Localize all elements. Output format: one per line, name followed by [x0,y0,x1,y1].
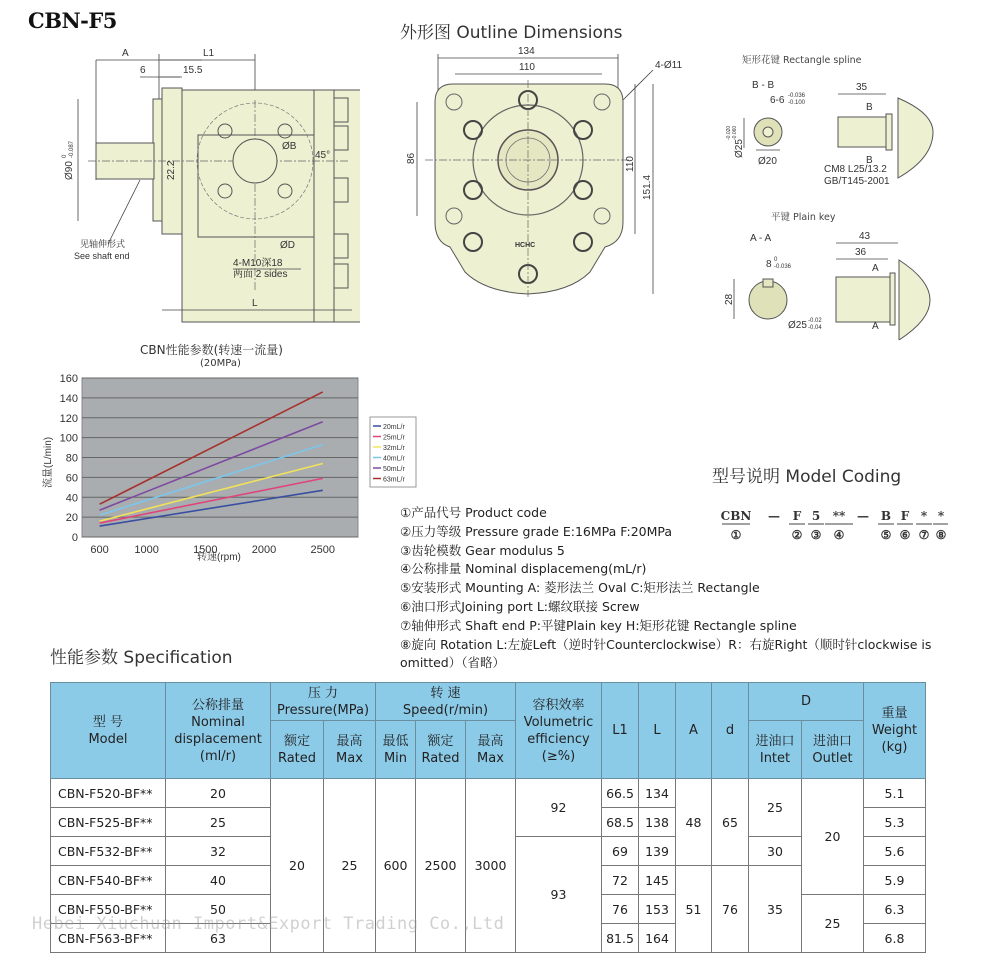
header-A: A [676,683,712,779]
plainkey-title: 平键 Plain key [771,212,836,223]
table-row [51,779,926,808]
chart-subtitle: (20MPa) [200,358,241,369]
header-speed-min [376,721,416,779]
cell-model: CBN-F563-BF** [51,924,166,953]
code-item: ⑧旋向 Rotation L:左旋Left（逆时针Counterclockwise）R：右旋Right（顺时针clockwise is omitted）（省略） [400,636,932,671]
code-number: ⑤ [880,528,892,542]
cell-L: 134 [639,779,676,808]
dim-110-h: 110 [625,156,636,172]
watermark: Hebei Xiuchuan Import&Export Trading Co.,Ltd [32,914,505,934]
spec-title: 性能参数 Specification [50,648,233,668]
cell-disp: 63 [166,924,271,953]
cell-outlet: 25 [802,895,864,953]
cell-L1: 68.5 [602,808,639,837]
chart-legend-label: 25mL/r [383,434,405,442]
plainkey-A-bottom: A [872,321,879,332]
spline-spec2: GB/T145-2001 [824,176,890,187]
dim-86: 86 [406,152,417,164]
chart-legend-label: 63mL/r [383,476,405,484]
header-speed-en: Speed(r/min) [402,702,489,718]
spline-title: 矩形花键 Rectangle spline [742,55,862,66]
chart-legend-label: 32mL/r [383,445,405,452]
cell-model: CBN-F532-BF** [51,837,166,866]
dim-OB: ØB [282,141,297,152]
dim-dia90-tol-lower: -0.087 [69,140,75,158]
code-symbol: 5 [811,509,821,523]
header-outlet-en: Outlet [812,750,853,766]
plainkey-h28: 28 [724,293,735,305]
code-symbol: * [937,509,945,523]
flow-chart [40,370,420,570]
cell-A: 48 [676,779,712,866]
header-inlet [749,721,802,779]
outline-dimensions-title: 外形图 Outline Dimensions [400,23,623,43]
cell-L1: 81.5 [602,924,639,953]
chart-ytick-label: 0 [71,532,78,544]
code-item: ⑦轴伸形式 Shaft end P:平键Plain key H:矩形花键 Rectangle spline [400,617,797,633]
header-weight [864,683,926,779]
spline-key: 6-6 [770,95,785,106]
header-weight-unit: (kg) [881,740,908,755]
header-max-cn: 最高 [336,733,363,749]
code-item: ③齿轮模数 Gear modulus 5 [400,542,565,558]
side-view-drawing [60,40,360,330]
code-item: ②压力等级 Pressure grade E:16MPa F:20MPa [400,523,673,539]
chart-ytick-label: 20 [65,512,78,525]
dim-L: L [252,298,258,309]
cell-speed-max: 3000 [466,779,516,953]
header-weight-en: Weight [871,723,918,738]
cell-disp: 50 [166,895,271,924]
chart-ytick-label: 120 [59,412,78,425]
plainkey-len36: 36 [855,247,867,258]
code-number: ⑦ [918,528,930,542]
header-model-cn: 型 号 [92,714,124,730]
code-number: ④ [833,528,845,542]
chart-legend-label: 20mL/r [383,424,405,431]
cell-weight: 6.8 [864,924,926,953]
spline-dia20: Ø20 [758,156,777,167]
plainkey-dia25: Ø25 [788,320,807,331]
header-outlet-cn: 进油口 [812,733,852,749]
header-pressure-rated [271,721,324,779]
cell-speed-rated: 2500 [416,779,466,953]
header-max-en: Max [336,750,363,766]
cell-inlet: 35 [749,866,802,953]
header-rated-en: Rated [277,750,317,766]
chart-xtick-label: 600 [90,544,109,556]
cell-L1: 69 [602,837,639,866]
header-disp-unit: (ml/r) [199,748,237,764]
code-item: ①产品代号 Product code [400,505,547,520]
header-displacement [166,683,271,779]
header-vol-en2: efficiency [527,731,590,747]
chart-ytick-label: 140 [59,392,78,405]
page-title: CBN-F5 [28,8,117,33]
chart-legend-label: 50mL/r [383,466,405,473]
dim-holes: 4-Ø11 [655,60,683,71]
cell-disp: 20 [166,779,271,808]
header-disp-en1: Nominal [191,714,245,730]
plainkey-len43: 43 [859,231,871,242]
header-L1: L1 [602,683,639,779]
cell-pressure-rated: 20 [271,779,324,953]
plainkey-drawing [708,225,948,340]
cell-vol-eff: 92 [516,779,602,837]
code-symbol: * [920,509,928,523]
plainkey-dia25-tol-upper: -0.02 [808,318,822,324]
header-speed [376,683,516,721]
hchc-logo: HCHC [515,242,536,249]
chart-ytick-label: 60 [65,472,78,485]
spline-dia25-tol-lower: -0.060 [732,125,738,140]
plainkey-A-top: A [872,263,879,274]
spline-section: B - B [752,80,775,91]
model-coding-title: 型号说明 Model Coding [712,467,902,487]
header-pressure-en: Pressure(MPa) [276,702,370,718]
cell-d: 65 [712,779,749,866]
dim-thread: 4-M10深18 [233,258,283,269]
spline-spec1: CM8 L25/13.2 [824,164,887,175]
plainkey-section: A - A [750,233,772,244]
chart-ytick-label: 100 [59,432,78,445]
cell-disp: 25 [166,808,271,837]
header-speed-cn: 转 速 [430,685,461,701]
header-outlet [802,721,864,779]
cell-pressure-max: 25 [324,779,376,953]
header-min-cn: 最低 [382,733,409,749]
header-pressure-cn: 压 力 [307,685,339,701]
spline-dia25-tol-upper: -0.020 [726,125,732,140]
code-symbol: CBN [720,509,752,523]
header-L: L [639,683,676,779]
shaft-note-cn: 见轴伸形式 [80,239,126,249]
dim-151-4: 151.4 [642,174,653,200]
spline-dia25: Ø25 [734,139,745,158]
plainkey-key-tol-lower: -0.036 [774,264,792,270]
dim-dia90-tol-upper: 0 [62,154,68,158]
cell-L1: 66.5 [602,779,639,808]
header-pressure-max [324,721,376,779]
dim-L1: L1 [203,48,215,59]
header-disp-cn: 公称排量 [191,697,244,713]
cell-L: 153 [639,895,676,924]
plainkey-key-tol-upper: 0 [774,257,778,263]
spline-B-top: B [866,102,873,113]
dim-22-2: 22.2 [166,160,177,180]
cell-speed-min: 600 [376,779,416,953]
cell-vol-eff: 93 [516,837,602,953]
header-rated-cn: 额定 [283,733,310,749]
code-number: ⑥ [899,528,911,542]
header-inlet-en: Intet [759,750,791,766]
dim-134: 134 [518,46,535,57]
dim-sides: 两面 2 sides [233,269,288,280]
cell-model: CBN-F540-BF** [51,866,166,895]
code-number: ① [730,528,742,542]
cell-weight: 5.3 [864,808,926,837]
dim-dia90: Ø90 [64,161,75,180]
code-number: ③ [810,528,822,542]
dim-6: 6 [140,65,146,76]
cell-d: 76 [712,866,749,953]
chart-ytick-label: 80 [65,452,78,465]
spline-key-tol-lower: -0.100 [788,100,806,106]
header-speed-rated [416,721,466,779]
header-min-en: Min [383,750,408,766]
header-d: d [712,683,749,779]
chart-xlabel: 转速(rpm) [197,552,241,563]
code-number: ⑧ [935,528,947,542]
cell-inlet: 25 [749,779,802,837]
header-max-en: Max [477,750,504,766]
code-item: ④公称排量 Nominal displacemeng(mL/r) [400,561,647,577]
shaft-note-en: See shaft end [74,251,130,261]
spline-drawing [708,68,948,198]
cell-inlet: 30 [749,837,802,866]
plainkey-key: 8 [766,259,772,270]
chart-xtick-label: 1500 [193,544,218,556]
header-rated-cn: 额定 [427,733,454,749]
dim-110-w: 110 [519,62,535,73]
chart-xtick-label: 1000 [134,544,159,556]
plainkey-dia25-tol-lower: -0.04 [808,325,822,331]
header-D: D [749,683,864,721]
header-rated-en: Rated [421,750,460,766]
cell-L: 139 [639,837,676,866]
cell-model: CBN-F520-BF** [51,779,166,808]
header-vol-cn: 容积效率 [532,697,585,713]
header-speed-max [466,721,516,779]
cell-weight: 5.9 [864,866,926,895]
cell-outlet: 20 [802,779,864,895]
header-model [51,683,166,779]
dim-A: A [122,48,129,59]
spline-B-bottom: B [866,155,873,166]
cell-model: CBN-F525-BF** [51,808,166,837]
dim-15-5: 15.5 [183,65,203,76]
header-vol-unit: (≥%) [541,748,576,764]
spline-len35: 35 [856,82,868,93]
code-symbol: F [900,509,910,523]
chart-title: CBN性能参数(转速一流量) [140,343,283,357]
cell-L: 164 [639,924,676,953]
cell-L1: 72 [602,866,639,895]
code-symbol: B [880,509,892,523]
dim-OD: ØD [280,240,295,251]
header-vol-en1: Volumetric [523,714,594,730]
cell-L: 138 [639,808,676,837]
code-symbol: F [792,509,802,523]
code-item: ⑤安装形式 Mounting A: 菱形法兰 Oval C:矩形法兰 Rectangle [400,580,760,596]
header-model-en: Model [88,731,128,747]
cell-disp: 40 [166,866,271,895]
chart-ylabel: 流量(L/min) [43,436,54,488]
header-vol-eff [516,683,602,779]
chart-ytick-label: 40 [65,492,78,505]
code-number: ② [791,528,803,542]
cell-weight: 5.1 [864,779,926,808]
cell-weight: 5.6 [864,837,926,866]
spec-table [50,682,926,953]
header-inlet-cn: 进油口 [755,733,795,749]
cell-weight: 6.3 [864,895,926,924]
code-item: ⑥油口形式Joining port L:螺纹联接 Screw [400,598,640,614]
chart-xtick-label: 2000 [251,544,277,556]
header-disp-en2: displacement [174,731,262,747]
front-view-drawing [405,42,695,302]
cell-model: CBN-F550-BF** [51,895,166,924]
header-pressure [271,683,376,721]
cell-disp: 32 [166,837,271,866]
chart-legend-label: 40mL/r [383,455,405,463]
cell-L: 145 [639,866,676,895]
cell-L1: 76 [602,895,639,924]
dim-angle: 45° [315,150,331,161]
chart-xtick-label: 2500 [310,544,336,556]
code-symbol: ** [832,509,846,523]
spline-key-tol-upper: -0.036 [788,93,806,99]
code-symbol: — [768,509,780,523]
header-max-cn: 最高 [477,733,504,749]
cell-A: 51 [676,866,712,953]
model-code-legend [400,504,990,673]
code-symbol: — [857,509,869,523]
header-weight-cn: 重量 [881,706,908,721]
chart-ytick-label: 160 [59,373,78,385]
